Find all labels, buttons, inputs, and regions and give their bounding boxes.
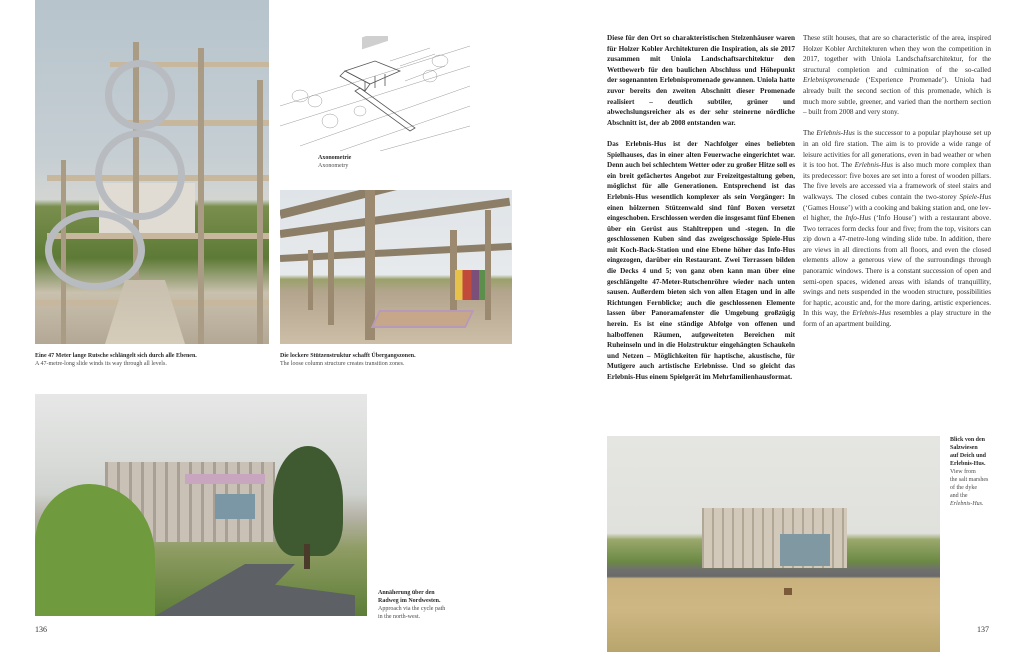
caption-de: Annäherung über den [378, 590, 435, 596]
photo-column-structure [280, 190, 512, 344]
roof-beam [280, 243, 512, 262]
slide-tube [45, 210, 145, 290]
colorful-play-element [455, 270, 485, 300]
caption-de: Blick von den [950, 437, 986, 443]
caption-en: Erlebnis-Hus. [950, 501, 984, 507]
column [308, 250, 313, 310]
photo-slide-tower [35, 0, 269, 344]
walkway [105, 280, 185, 344]
slide-tube [95, 130, 185, 220]
caption-path [378, 589, 468, 621]
caption-slide [35, 352, 265, 368]
axonometry-sketch [280, 36, 470, 151]
caption-de: Erlebnis-Hus. [950, 461, 986, 467]
caption-en: and the [950, 493, 968, 499]
body-text-german [607, 33, 795, 393]
caption-axonometry [318, 154, 351, 170]
caption-en: of the dyke [950, 485, 977, 491]
caption-de: Radweg im Nordwesten. [378, 598, 441, 604]
caption-en: the salt marshes [950, 477, 989, 483]
building-facade-accent [185, 474, 265, 484]
photo-salt-marsh [607, 436, 940, 652]
page-number-left: 136 [35, 625, 47, 634]
caption-marsh [950, 436, 1020, 508]
building-glass [780, 534, 830, 566]
caption-en: in the north-west. [378, 614, 421, 620]
caption-en: Axonometry [318, 163, 349, 169]
photo-cycle-path [35, 394, 367, 616]
column [365, 190, 375, 340]
paragraph: The Erlebnis-Hus is the successor to a popular playhouse set up in an old fire station. The aim is to provide a wide range of leisure activities for all generations, even in bad weather or when it is too hot. The Erlebnis-Hus is also much more complex than its predecessor: five boxes are set into a forest of wooden pillars. The five levels are accessed via a framework of steel stairs and walkways. The closed cubes contain the two-storey Spiele-Hus (‘Games House’) with a cooking and baking station and, one level higher, the Info-Hus (‘Info House’) with a restaurant above. Two terraces form decks four and five; from the top, visitors can zip down a 47-metre-long winding slide tube. In addition, there are views in all directions from all floors, and even the closed elements allow a generous view of the surroundings through panoramic windows. There is a constant succession of open and semi-open spaces, widened areas with islands of tranquillity, swings and nets suspended in the wooden structure, possibilities for haptic, acoustic and, for the more daring, artistic experiences. In this way, the Erlebnis-Hus resembles a play structure in the form of an apartment building. [803, 129, 992, 329]
caption-en: View from [950, 469, 976, 475]
caption-de: Salzwiesen [950, 445, 978, 451]
caption-de: Eine 47 Meter lange Rutsche schlängelt sich durch alle Ebenen. [35, 353, 197, 359]
caption-en: A 47-metre-long slide winds its way through all levels. [35, 361, 167, 367]
building-glass [215, 494, 255, 519]
axonometry-drawing [280, 36, 470, 151]
tower-post [257, 80, 263, 344]
caption-en: Approach via the cycle path [378, 606, 446, 612]
cycle-path [155, 564, 355, 616]
caption-de: Axonometrie [318, 155, 352, 161]
slide-tube [105, 60, 175, 130]
body-text-english [803, 33, 991, 340]
paragraph: Das Erlebnis-Hus ist der Nachfolger eines beliebten Spielhauses, das in einer alten Feuerwache eingerichtet war. Denn auch bei schlechtem Wetter oder zu großer Hitze soll es ein breit gefächertes Angebot zur Freizeitgestaltung geben, möglichst für alle Generationen. Entsprechend ist das Erlebnis-Hus wesentlich komplexer als sein Vorgänger: In einen hölzernen Stützenwald sind fünf Boxen versetzt eingeschoben. Erschlossen werden die insgesamt fünf Ebenen über ein Gerüst aus Stahltreppen und -stegen. In die geschlossenen Kuben sind das zweigeschossige Spiele-Hus mit Koch-Back-Station und eine Ebene höher das Info-Hus eingezogen, darüber ein Restaurant. Zwei Terrassen bilden die Decks 4 und 5; von ganz oben kann man über eine geschlängelte 47-Meter-Rutschenröhre wieder nach unten sausen. Außerdem bieten sich von allen Etagen und in alle Richtungen Fernblicke; auch die geschlossenen Elemente lassen über Panoramafenster die Umgebung großzügig herein. Es ist eine ständige Abfolge von offenen und halboffenen Räumen, aufgeweiteten Bereichen mit Ruheinseln und in die Holzstruktur eingehängten Schaukeln und Netzen – Möglichkeiten für haptische, akustische, für Mutigere auch artistische Erlebnisse. Und so gleicht das Erlebnis-Hus einem Spielgerät im Mehrfamilienhausformat. [607, 139, 795, 381]
pine-tree [273, 446, 343, 556]
caption-de: auf Deich und [950, 453, 987, 459]
tower-post [198, 48, 204, 344]
paragraph: These stilt houses, that are so characteristic of the area, inspired Holzer Kobler Architekturen when they won the competition in 2017, together with Uniola Landschaftsarchitektur, for the structural completion and culmination of the so-called Erlebnispromenade (‘Experience Promenade’). Uniola had already built the second section of this promenade, which is much more subtle, greener, and varied than the northern section – built from 2008 and very stony. [803, 34, 991, 117]
deer [784, 588, 792, 595]
column [485, 210, 491, 320]
paragraph: Diese für den Ort so charakteristischen Stelzenhäuser waren für Holzer Kobler Architekturen die Inspiration, als sie 2017 zusammen mit Uniola Landschaftsarchitektur den Wettbewerb für den baulichen Abschluss und Höhepunkt der sogenannten Erlebnispromenade gewannen. Uniola hatte zuvor bereits den zweiten Abschnitt dieser Promenade realisiert – deutlich subtiler, grüner und abwechslungsreicher als es der sehr steinerne nördliche Abschnitt ist, der ab 2008 entstanden war. [607, 34, 795, 127]
caption-de: Die lockere Stützenstruktur schafft Übergangszonen. [280, 353, 416, 359]
caption-columns [280, 352, 510, 368]
column [328, 230, 334, 325]
page-number-right: 137 [977, 625, 989, 634]
play-net [371, 310, 474, 328]
tree-trunk [304, 544, 310, 569]
caption-en: The loose column structure creates transition zones. [280, 361, 405, 367]
